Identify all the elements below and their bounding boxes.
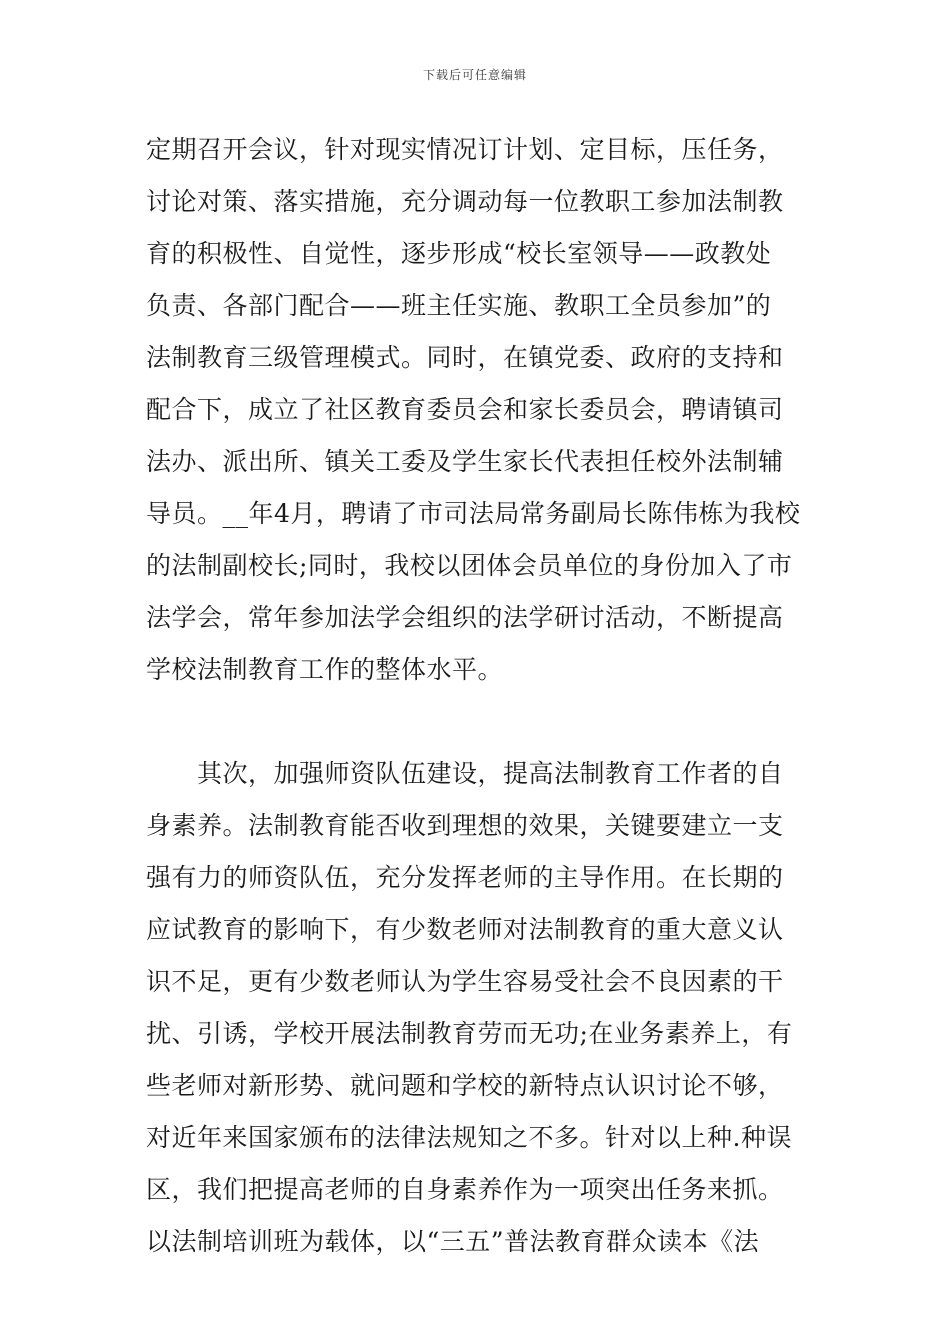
text-line: 育的积极性、自觉性，逐步形成“校长室领导——政教处	[146, 239, 772, 268]
paragraph-2	[146, 748, 816, 1268]
text-line: 学校法制教育工作的整体水平。	[146, 655, 504, 684]
page-header: 下载后可任意编辑	[422, 68, 527, 82]
text-line: 法制教育三级管理模式。同时，在镇党委、政府的支持和	[146, 343, 784, 372]
text-line: 讨论对策、落实措施，充分调动每一位教职工参加法制教	[146, 187, 784, 216]
text-line: 负责、各部门配合——班主任实施、教职工全员参加”的	[146, 291, 772, 320]
text-line: 身素养。法制教育能否收到理想的效果，关键要建立一支	[146, 811, 784, 840]
text-line: 识不足，更有少数老师认为学生容易受社会不良因素的干	[146, 967, 784, 996]
text-line: 法办、派出所、镇关工委及学生家长代表担任校外法制辅	[146, 447, 784, 476]
text-line: 扰、引诱，学校开展法制教育劳而无功;在业务素养上，有	[146, 1019, 793, 1048]
text-line: 导员。__年4月，聘请了市司法局常务副局长陈伟栋为我校	[146, 499, 801, 528]
text-line: 对近年来国家颁布的法律法规知之不多。针对以上种.种误	[146, 1123, 792, 1152]
text-line: 些老师对新形势、就问题和学校的新特点认识讨论不够，	[146, 1071, 784, 1100]
text-line: 以法制培训班为载体，以“三五”普法教育群众读本《法	[146, 1227, 760, 1256]
text-line: 法学会，常年参加法学会组织的法学研讨活动，不断提高	[146, 603, 784, 632]
text-line: 配合下，成立了社区教育委员会和家长委员会，聘请镇司	[146, 395, 784, 424]
text-line: 区，我们把提高老师的自身素养作为一项突出任务来抓。	[146, 1175, 784, 1204]
text-line: 其次，加强师资队伍建设，提高法制教育工作者的自	[146, 759, 784, 788]
text-line: 的法制副校长;同时，我校以团体会员单位的身份加入了市	[146, 551, 793, 580]
paragraph-gap	[146, 696, 816, 748]
paragraph-1	[146, 124, 816, 696]
text-line: 定期召开会议，针对现实情况订计划、定目标，压任务，	[146, 135, 784, 164]
document-body	[146, 124, 816, 1268]
text-line: 强有力的师资队伍，充分发挥老师的主导作用。在长期的	[146, 863, 784, 892]
text-line: 应试教育的影响下，有少数老师对法制教育的重大意义认	[146, 915, 784, 944]
